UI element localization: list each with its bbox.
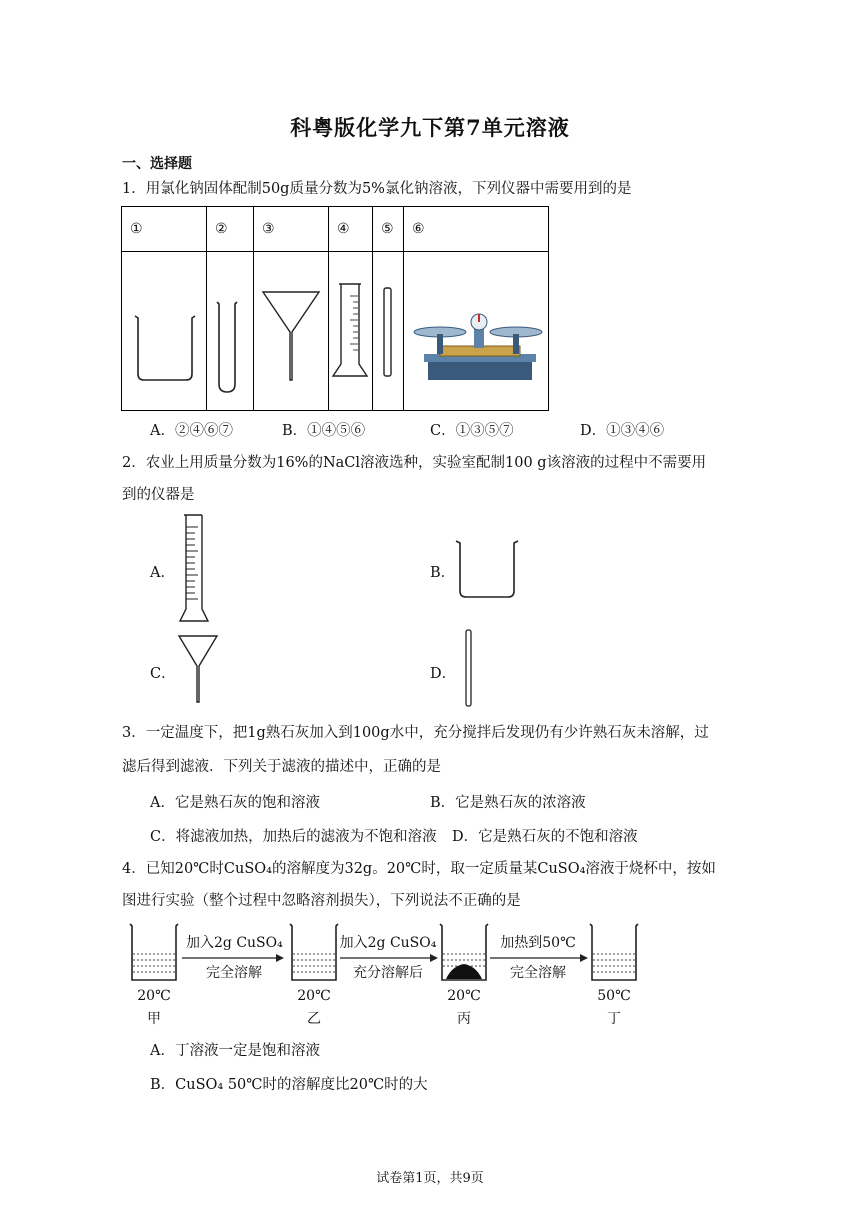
q2-option-c-label[interactable]: C． xyxy=(150,666,176,682)
funnel-cell xyxy=(254,252,329,411)
q4-option-b[interactable]: B．CuSO₄ 50℃时的溶解度比20℃时的大 xyxy=(150,1077,428,1093)
beaker-icon xyxy=(122,252,206,410)
q4-option-a[interactable]: A．丁溶液一定是饱和溶液 xyxy=(150,1043,320,1059)
beaker-ding-temp: 50℃ xyxy=(597,988,631,1004)
page-footer: 试卷第1页，共9页 xyxy=(376,1171,484,1186)
instrument-table xyxy=(121,206,549,411)
q2-option-a-label[interactable]: A． xyxy=(150,565,175,581)
q3-option-d[interactable]: D．它是熟石灰的不饱和溶液 xyxy=(452,829,638,845)
test-tube-icon xyxy=(207,252,253,410)
beaker-ding-name: 丁 xyxy=(607,1011,621,1027)
beaker-ding-icon xyxy=(588,922,640,984)
beaker-cell xyxy=(122,252,207,411)
arrow3-bottom-label: 完全溶解 xyxy=(510,965,566,981)
arrow2-bottom-label: 充分溶解后 xyxy=(353,965,423,981)
q3-option-a[interactable]: A．它是熟石灰的饱和溶液 xyxy=(150,795,320,811)
question-3-line1: 3．一定温度下，把1g熟石灰加入到100g水中，充分搅拌后发现仍有少许熟石灰未溶解，过 xyxy=(122,725,709,741)
q1-option-a[interactable]: A．②④⑥⑦ xyxy=(150,423,233,439)
graduated-cylinder-cell xyxy=(329,252,373,411)
glass-rod-cell xyxy=(373,252,404,411)
arrow3-top-label: 加热到50℃ xyxy=(500,935,576,951)
arrow1-bottom-label: 完全溶解 xyxy=(206,965,262,981)
glass-rod-icon xyxy=(462,628,476,708)
q3-option-c[interactable]: C．将滤液加热，加热后的滤液为不饱和溶液 xyxy=(150,829,437,845)
q1-option-b[interactable]: B．①④⑤⑥ xyxy=(282,423,366,439)
beaker-jia-name: 甲 xyxy=(147,1011,161,1027)
beaker-yi-icon xyxy=(288,922,340,984)
funnel-icon xyxy=(254,252,328,410)
balance-scale-icon xyxy=(404,252,548,410)
table-header-1: ① xyxy=(122,207,207,252)
table-header-5: ⑤ xyxy=(373,207,404,252)
beaker-yi-temp: 20℃ xyxy=(297,988,331,1004)
beaker-jia-temp: 20℃ xyxy=(137,988,171,1004)
beaker-bing-name: 丙 xyxy=(457,1011,471,1027)
beaker-yi-name: 乙 xyxy=(307,1011,321,1027)
arrow2-top-label: 加入2g CuSO₄ xyxy=(339,935,437,951)
q3-option-b[interactable]: B．它是熟石灰的浓溶液 xyxy=(430,795,586,811)
question-4-line1: 4．已知20℃时CuSO₄的溶解度为32g。20℃时，取一定质量某CuSO₄溶液于烧杯中，按如 xyxy=(122,861,716,877)
question-3-line2: 滤后得到滤液．下列关于滤液的描述中，正确的是 xyxy=(122,759,441,775)
experiment-diagram xyxy=(122,920,682,1028)
table-header-4: ④ xyxy=(329,207,373,252)
page-title: 科粤版化学九下第7单元溶液 xyxy=(290,115,570,140)
q2-option-d-label[interactable]: D． xyxy=(430,666,457,682)
q1-option-d[interactable]: D．①③④⑥ xyxy=(580,423,665,439)
balance-cell xyxy=(404,252,549,411)
beaker-jia-icon xyxy=(128,922,180,984)
section-heading: 一、选择题 xyxy=(122,156,192,172)
funnel-icon xyxy=(176,632,220,706)
question-4-line2: 图进行实验（整个过程中忽略溶剂损失），下列说法不正确的是 xyxy=(122,893,521,909)
q1-option-c[interactable]: C．①③⑤⑦ xyxy=(430,423,514,439)
beaker-icon xyxy=(452,535,522,601)
table-header-6: ⑥ xyxy=(404,207,549,252)
test-tube-cell xyxy=(207,252,254,411)
graduated-cylinder-icon xyxy=(329,252,372,410)
beaker-bing-temp: 20℃ xyxy=(447,988,481,1004)
question-2-line1: 2．农业上用质量分数为16%的NaCl溶液选种，实验室配制100 g该溶液的过程中不需要用 xyxy=(122,455,707,471)
question-2-line2: 到的仪器是 xyxy=(122,487,195,503)
graduated-cylinder-icon xyxy=(176,513,212,625)
table-header-2: ② xyxy=(207,207,254,252)
table-header-3: ③ xyxy=(254,207,329,252)
beaker-bing-icon xyxy=(438,922,490,984)
glass-rod-icon xyxy=(373,252,403,410)
arrow1-top-label: 加入2g CuSO₄ xyxy=(186,935,283,951)
q2-option-b-label[interactable]: B． xyxy=(430,565,456,581)
question-1-text: 1．用氯化钠固体配制50g质量分数为5%氯化钠溶液，下列仪器中需要用到的是 xyxy=(122,181,632,197)
